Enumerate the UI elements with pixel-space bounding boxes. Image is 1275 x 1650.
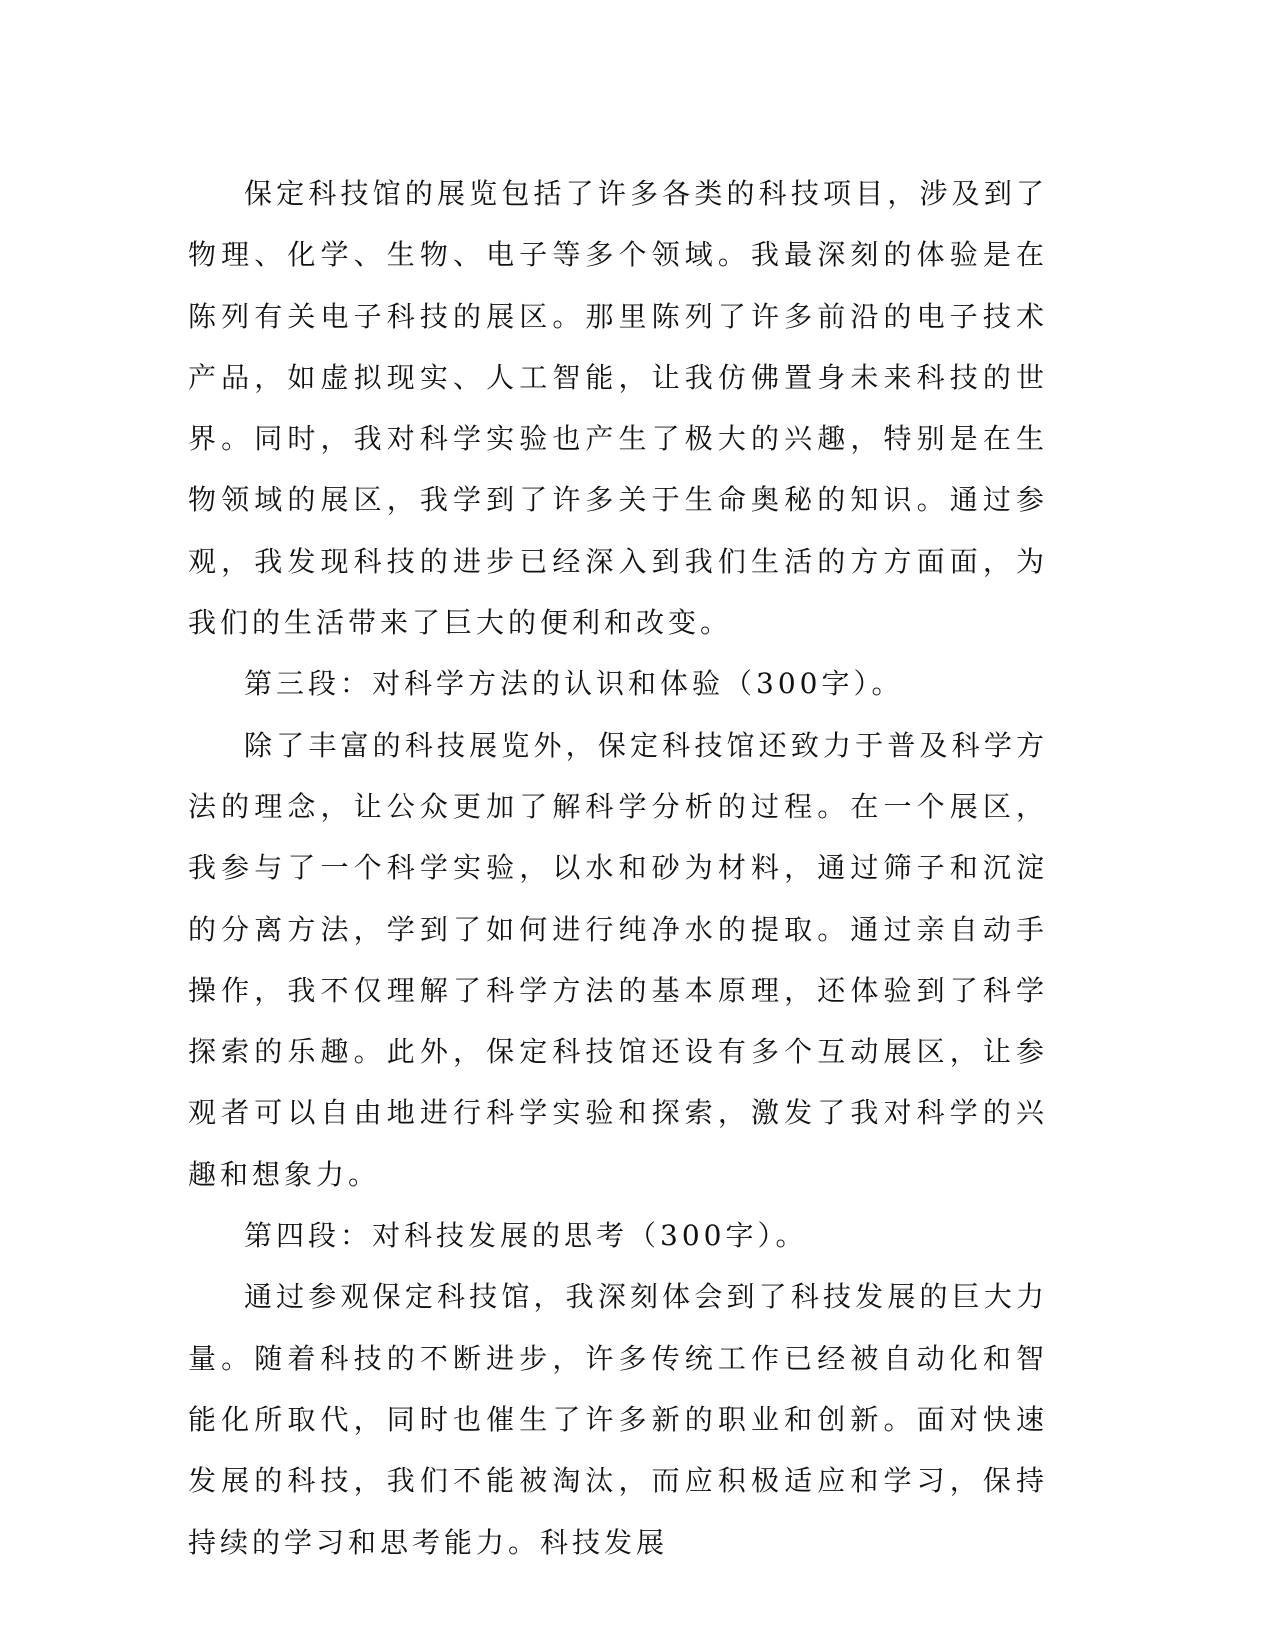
document-body <box>188 163 1048 1573</box>
section-heading-3: 第三段：对科学方法的认识和体验（300字）。 <box>244 667 904 701</box>
section-heading-4: 第四段：对科技发展的思考（300字）。 <box>244 1219 808 1253</box>
body-paragraph: 通过参观保定科技馆，我深刻体会到了科技发展的巨大力量。随着科技的不断进步，许多传统工作已经被自动化和智能化所取代，同时也催生了许多新的职业和创新。面对快速发展的科技，我们不能被淘汰，而应积极适应和学习，保持持续的学习和思考能力。科技发展 <box>188 1280 1048 1559</box>
body-paragraph: 除了丰富的科技展览外，保定科技馆还致力于普及科学方法的理念，让公众更加了解科学分析的过程。在一个展区，我参与了一个科学实验，以水和砂为材料，通过筛子和沉淀的分离方法，学到了如何进行纯净水的提取。通过亲自动手操作，我不仅理解了科学方法的基本原理，还体验到了科学探索的乐趣。此外，保定科技馆还设有多个互动展区，让参观者可以自由地进行科学实验和探索，激发了我对科学的兴趣和想象力。 <box>188 728 1048 1191</box>
body-paragraph: 保定科技馆的展览包括了许多各类的科技项目，涉及到了物理、化学、生物、电子等多个领域。我最深刻的体验是在陈列有关电子科技的展区。那里陈列了许多前沿的电子技术产品，如虚拟现实、人工智能，让我仿佛置身未来科技的世界。同时，我对科学实验也产生了极大的兴趣，特别是在生物领域的展区，我学到了许多关于生命奥秘的知识。通过参观，我发现科技的进步已经深入到我们生活的方方面面，为我们的生活带来了巨大的便利和改变。 <box>188 177 1048 640</box>
